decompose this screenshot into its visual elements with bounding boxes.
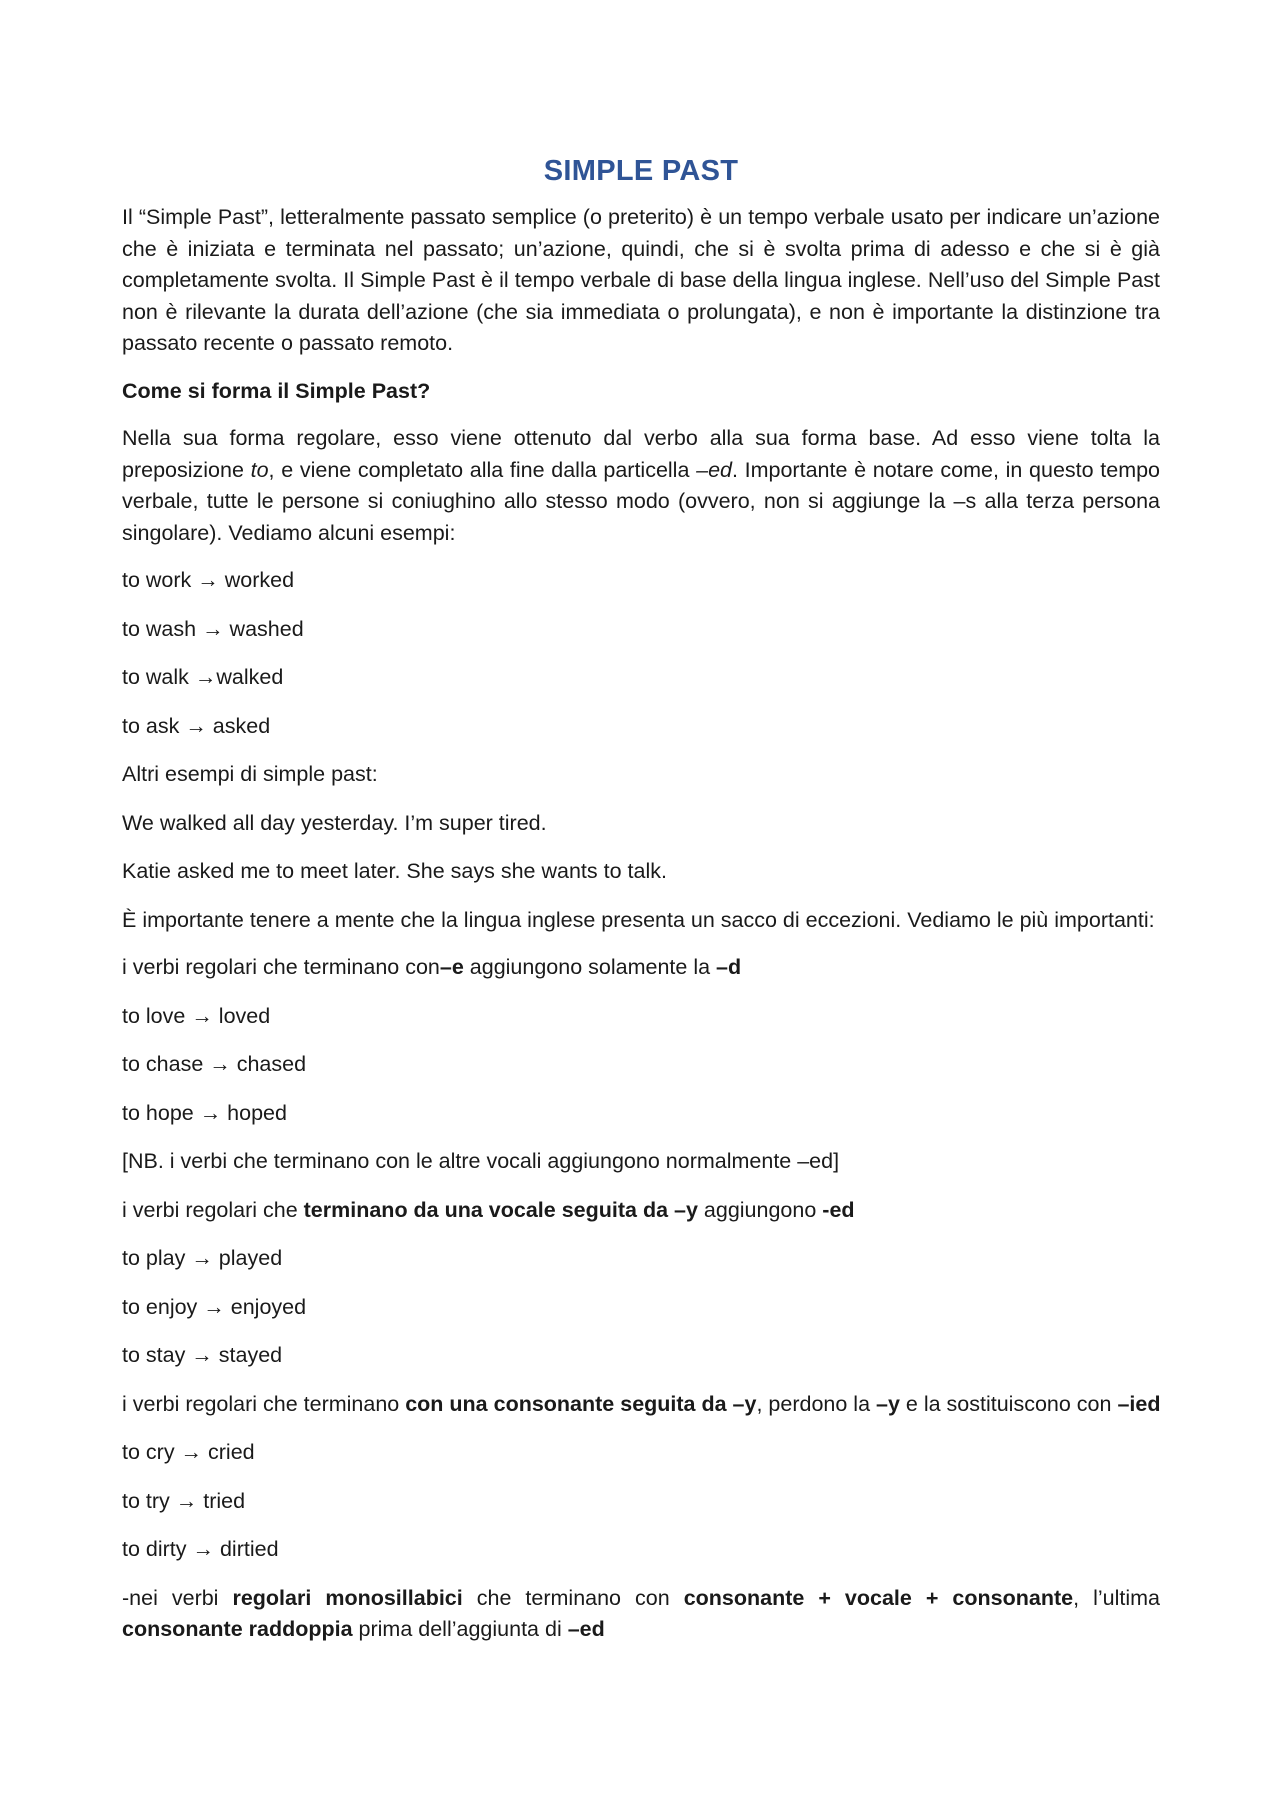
formation-italic-ed: –ed: [696, 457, 732, 482]
rule-vowel-y: [122, 1195, 1160, 1227]
rule-mono-text: -nei verbi: [122, 1585, 233, 1610]
example-line: to work → worked: [122, 568, 295, 592]
rule-vowel-y-bold: terminano da una vocale seguita da –y: [303, 1197, 698, 1222]
rule-mono-text: prima dell’aggiunta di: [352, 1617, 568, 1641]
rule-consonant-y-text: , perdono la: [756, 1391, 876, 1416]
example-line: to chase → chased: [122, 1052, 307, 1076]
formation-paragraph: [122, 423, 1160, 549]
example-line: to stay → stayed: [122, 1343, 283, 1367]
rule-consonant-y-bold: con una consonante seguita da –y: [405, 1391, 757, 1416]
rule-vowel-y-text: aggiungono: [697, 1197, 823, 1222]
rule-mono-bold: consonante + vocale + consonante: [683, 1585, 1074, 1610]
rule-consonant-y-bold: –y: [876, 1391, 900, 1416]
example-line: to walk →walked: [122, 665, 284, 689]
other-examples-label: Altri esempi di simple past:: [122, 762, 378, 786]
rule-mono-text: , l’ultima: [1073, 1585, 1160, 1610]
rule-mono-bold: consonante raddoppia: [122, 1617, 353, 1641]
intro-paragraph: Il “Simple Past”, letteralmente passato semplice (o preterito) è un tempo verbale usato per indicare un’azione che è iniziata e terminata nel passato; un’azione, quindi, che si è svolta prima di adesso e che si è già completamente svolta. Il Simple Past è il tempo verbale di base della lingua inglese. Nell’uso del Simple Past non è rilevante la durata dell’azione (che sia immediata o prolungata), e non è importante la distinzione tra passato recente o passato remoto.: [122, 205, 1160, 355]
example-line: to dirty → dirtied: [122, 1537, 279, 1561]
example-line: to hope → hoped: [122, 1100, 287, 1125]
rule-e-bold: –e: [439, 955, 464, 979]
rule-vowel-y-text: i verbi regolari che: [122, 1197, 304, 1222]
page-title: SIMPLE PAST: [543, 155, 739, 187]
formation-text-3: . Importante è notare come, in questo tempo verbale, tutte le persone si coniughino allo stesso modo (ovvero, non si aggiunge la –s alla terza persona singolare). Vediamo alcuni esempi:: [122, 457, 1161, 545]
example-line: to ask → asked: [122, 713, 271, 738]
rule-consonant-y: [122, 1389, 1160, 1421]
nb-note: [NB. i verbi che terminano con le altre vocali aggiungono normalmente –ed]: [122, 1149, 840, 1173]
example-line: to play → played: [122, 1246, 283, 1270]
rule-e: [122, 952, 1160, 984]
rule-e-text: aggiungono solamente la: [463, 955, 717, 979]
rule-vowel-y-bold: -ed: [822, 1197, 855, 1222]
example-line: to love → loved: [122, 1003, 271, 1028]
example-line: to cry → cried: [122, 1440, 255, 1464]
example-line: to try → tried: [122, 1488, 246, 1513]
rule-consonant-y-text: e la sostituiscono con: [899, 1391, 1118, 1416]
sentence-example: Katie asked me to meet later. She says she wants to talk.: [122, 859, 667, 883]
sentence-example: We walked all day yesterday. I’m super tired.: [122, 810, 547, 835]
formation-text-1: Nella sua forma regolare, esso viene ottenuto dal verbo alla sua forma base. Ad esso viene tolta la preposizione: [122, 426, 1160, 482]
rule-consonant-y-bold: –ied: [1117, 1391, 1161, 1416]
formation-heading: Come si forma il Simple Past?: [122, 378, 431, 403]
formation-italic-to: to: [250, 457, 269, 482]
exceptions-intro: È importante tenere a mente che la lingua inglese presenta un sacco di eccezioni. Vediamo le più importanti:: [122, 907, 1155, 932]
rule-monosyllabic: [122, 1583, 1160, 1646]
rule-mono-bold: regolari monosillabici: [232, 1585, 463, 1610]
rule-e-text: i verbi regolari che terminano con: [122, 955, 440, 979]
formation-text-2: , e viene completato alla fine dalla particella: [268, 457, 697, 482]
rule-e-bold: –d: [716, 955, 742, 979]
rule-mono-bold: –ed: [567, 1617, 605, 1641]
example-line: to enjoy → enjoyed: [122, 1294, 307, 1319]
rule-mono-text: che terminano con: [462, 1585, 684, 1610]
example-line: to wash → washed: [122, 616, 304, 641]
rule-consonant-y-text: i verbi regolari che terminano: [122, 1391, 406, 1416]
